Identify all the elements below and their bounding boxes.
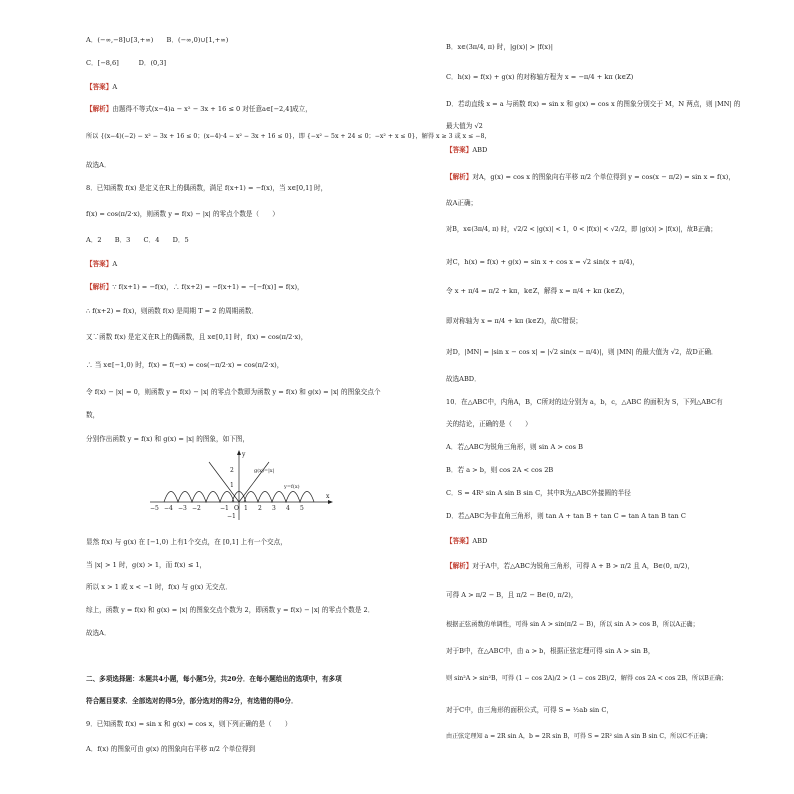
- q8-options: A．2 B．3 C．4 D．5: [86, 236, 189, 244]
- analysis-q8-line: ∴ 当 x∈[−1,0) 时，f(x) = f(−x) = cos(−π/2·x) = cos(π/2·x)，: [86, 361, 284, 369]
- analysis-q10-line: 可得 A > π/2 − B，且 π/2 − B∈(0, π/2)，: [446, 591, 578, 599]
- analysis-tag: 【解析】: [446, 173, 473, 181]
- q9-select: 故选ABD．: [446, 375, 481, 383]
- analysis-q9-line: 对D，|MN| = |sin x − cos x| = |√2 sin(x − π/4)|，则 |MN| 的最大值为 √2，故D正确．: [446, 348, 718, 356]
- q9-option-c: C．h(x) = f(x) + g(x) 的对称轴方程为 x = −π/4 + kπ (k∈Z): [446, 73, 634, 81]
- f-curve-right: [244, 492, 314, 503]
- analysis-q8-line: 令 f(x) − |x| = 0，则函数 y = f(x) − |x| 的零点个数即为函数 y = f(x) 和 g(x) = |x| 的图象交点个: [86, 388, 381, 396]
- q10-stem: 10．在△ABC中，内角A，B，C所对的边分别为 a，b，c，△ABC 的面积为 S，下列△ABC有: [446, 398, 723, 406]
- analysis-tag: 【解析】: [86, 105, 113, 113]
- analysis-q9-line: 对C，h(x) = f(x) + g(x) = sin x + cos x = √2 sin(x + π/4)，: [446, 258, 639, 266]
- analysis-q7-system: 所以 {(x−4)(−2) − x² − 3x + 16 ≤ 0；(x−4)·4 − x² − 3x + 16 ≤ 0}，即 {−x² − 5x + 24 ≤ 0；−x² + x ≤ 0}，解得 x ≥ 3 或 x ≤ −8，: [86, 133, 491, 140]
- q10-option-d: D．若△ABC为非直角三角形，则 tan A + tan B + tan C = tan A tan B tan C: [446, 512, 686, 520]
- x-tick: 4: [286, 505, 290, 512]
- analysis-q8-line: 综上，函数 y = f(x) 和 g(x) = |x| 的图象交点个数为 2，即函数 y = f(x) − |x| 的零点个数是 2．: [86, 606, 375, 614]
- analysis-q7: [86, 106, 312, 113]
- answer-q8: [86, 261, 117, 268]
- analysis-q10-line: 对于B中，在△ABC中，由 a > b，根据正弦定理可得 sin A > sin B，: [446, 647, 655, 655]
- analysis-text: 由题得不等式(x−4)a − x² − 3x + 16 ≤ 0 对任意a∈[−2,4]成立，: [112, 105, 312, 113]
- x-axis-arrow: [328, 500, 333, 504]
- analysis-q8-line: 数，: [86, 411, 100, 419]
- answer-q10: [446, 538, 487, 545]
- q7-options-ab: A．(−∞,−8]∪[3,+∞) B．(−∞,0)∪[1,+∞): [86, 36, 229, 44]
- answer-q9: [446, 147, 487, 154]
- answer-tag: 【答案】: [446, 146, 473, 154]
- answer-tag: 【答案】: [86, 83, 113, 91]
- g-left-branch: [209, 462, 239, 502]
- answer-value: ABD: [472, 146, 488, 154]
- q9-option-a: A．f(x) 的图象可由 g(x) 的图象向右平移 π/2 个单位得到: [86, 745, 256, 753]
- analysis-tag: 【解析】: [446, 562, 473, 570]
- q10-option-b: B．若 a > b，则 cos 2A < cos 2B: [446, 466, 554, 474]
- answer-tag: 【答案】: [86, 260, 113, 268]
- x-tick: −1: [220, 505, 229, 512]
- y-axis-label: y: [242, 451, 246, 458]
- q7-options-cd: C．[−8,6] D．(0,3]: [86, 59, 167, 67]
- x-axis-label: x: [326, 493, 330, 500]
- q10-option-c: C．S = 4R² sin A sin B sin C，其中R为△ABC外接圆的半径: [446, 489, 631, 497]
- analysis-q8-line: 分别作出函数 y = f(x) 和 g(x) = |x| 的图象，如下图，: [86, 435, 249, 443]
- answer-q7: [86, 84, 117, 91]
- analysis-text: ∵ f(x+1) = −f(x)，∴ f(x+2) = −f(x+1) = −[−f(x)] = f(x)，: [112, 283, 304, 291]
- analysis-q8: [86, 284, 304, 291]
- answer-tag: 【答案】: [446, 537, 473, 545]
- x-tick: 5: [300, 505, 304, 512]
- answer-value: A: [112, 260, 118, 268]
- analysis-tag: 【解析】: [86, 283, 113, 291]
- answer-value: A: [112, 83, 118, 91]
- q9-option-b: B．x∈(3π/4, π) 时，|g(x)| > |f(x)|: [446, 43, 553, 51]
- analysis-q8-line: 当 |x| > 1 时，g(x) > 1，而 f(x) ≤ 1，: [86, 561, 207, 569]
- analysis-q10: [446, 563, 694, 570]
- f-label: y=f(x): [284, 484, 300, 490]
- f-curve-left: [164, 492, 234, 503]
- q9-option-d-2: 最大值为 √2: [446, 122, 483, 130]
- x-tick: −5: [150, 505, 159, 512]
- analysis-q9-line: 令 x + π/4 = π/2 + kπ，k∈Z，解得 x = π/4 + kπ (k∈Z)，: [446, 287, 629, 295]
- analysis-q8-line: 又∵函数 f(x) 是定义在R上的偶函数，且 x∈[0,1] 时，f(x) = cos(π/2·x)，: [86, 333, 308, 341]
- analysis-q9: [446, 174, 735, 181]
- q9-option-d: D．若动直线 x = a 与函数 f(x) = sin x 和 g(x) = cos x 的图象分别交于 M，N 两点，则 |MN| 的: [446, 100, 741, 108]
- analysis-q8-line: 所以 x > 1 或 x < −1 时，f(x) 与 g(x) 无交点．: [86, 583, 232, 591]
- y-tick: 1: [230, 482, 234, 489]
- analysis-q10-line: 对于C中，由三角形的面积公式，可得 S = ½ab sin C，: [446, 706, 613, 714]
- section-2-heading-2: 符合题目要求．全部选对的得5分，部分选对的得2分，有选错的得0分．: [86, 697, 298, 705]
- analysis-q8-line: ∴ f(x+2) = f(x)，则函数 f(x) 是周期 T = 2 的周期函数．: [86, 307, 259, 315]
- analysis-q9-line: 即对称轴为 x = π/4 + kπ (k∈Z)，故C错误；: [446, 317, 583, 325]
- q8-stem: 8．已知函数 f(x) 是定义在R上的偶函数，满足 f(x+1) = −f(x)，当 x∈[0,1] 时，: [86, 184, 328, 192]
- y-tick: −1: [227, 513, 236, 520]
- analysis-q9-line: 故A正确；: [446, 199, 478, 207]
- x-tick: 2: [258, 505, 262, 512]
- answer-value: ABD: [472, 537, 488, 545]
- analysis-text: 对A，g(x) = cos x 的图象向右平移 π/2 个单位得到 y = cos(x − π/2) = sin x = f(x)，: [472, 173, 735, 181]
- x-tick: −2: [192, 505, 201, 512]
- analysis-q9-line: 对B，x∈(3π/4, π) 时，√2/2 < |g(x)| < 1，0 < |f(x)| < √2/2，即 |g(x)| > |f(x)|，故B正确；: [446, 226, 717, 233]
- q8-select: 故选A．: [86, 629, 111, 637]
- g-label: g(x)=|x|: [254, 468, 275, 474]
- y-axis-arrow: [237, 450, 241, 455]
- q10-option-a: A．若△ABC为锐角三角形，则 sin A > cos B: [446, 443, 583, 451]
- analysis-q10-line: 由正弦定理知 a = 2R sin A，b = 2R sin B，可得 S = 2R² sin A sin B sin C，所以C不正确；: [446, 733, 712, 740]
- x-tick: 1: [244, 505, 248, 512]
- function-graph: [148, 448, 336, 522]
- analysis-q8-line: 显然 f(x) 与 g(x) 在 [−1,0) 上有1个交点，在 [0,1] 上有一个交点，: [86, 538, 287, 546]
- q10-stem-2: 关的结论，正确的是（ ）: [446, 420, 532, 428]
- y-tick: 2: [230, 467, 234, 474]
- q9-stem: 9．已知函数 f(x) = sin x 和 g(x) = cos x，则下列正确的是（ ）: [86, 720, 292, 728]
- origin-label: O: [234, 505, 239, 512]
- section-2-heading: 二、多项选择题：本题共4小题，每小题5分，共20分．在每小题给出的选项中，有多项: [86, 675, 342, 683]
- q8-stem-2: f(x) = cos(π/2·x)，则函数 y = f(x) − |x| 的零点个数是（ ）: [86, 210, 279, 218]
- analysis-q10-line: 根据正弦函数的单调性，可得 sin A > sin(π/2 − B)，所以 sin A > cos B，所以A正确；: [446, 621, 699, 628]
- q7-select: 故选A．: [86, 161, 111, 169]
- x-tick: 3: [272, 505, 276, 512]
- x-tick: −4: [164, 505, 173, 512]
- analysis-q10-line: 则 sin²A > sin²B，可得 (1 − cos 2A)/2 > (1 − cos 2B)/2，解得 cos 2A < cos 2B，所以B正确；: [446, 675, 728, 682]
- x-tick: −3: [178, 505, 187, 512]
- analysis-text: 对于A中，若△ABC为锐角三角形，可得 A + B > π/2 且 A，B∈(0, π/2)，: [472, 562, 694, 570]
